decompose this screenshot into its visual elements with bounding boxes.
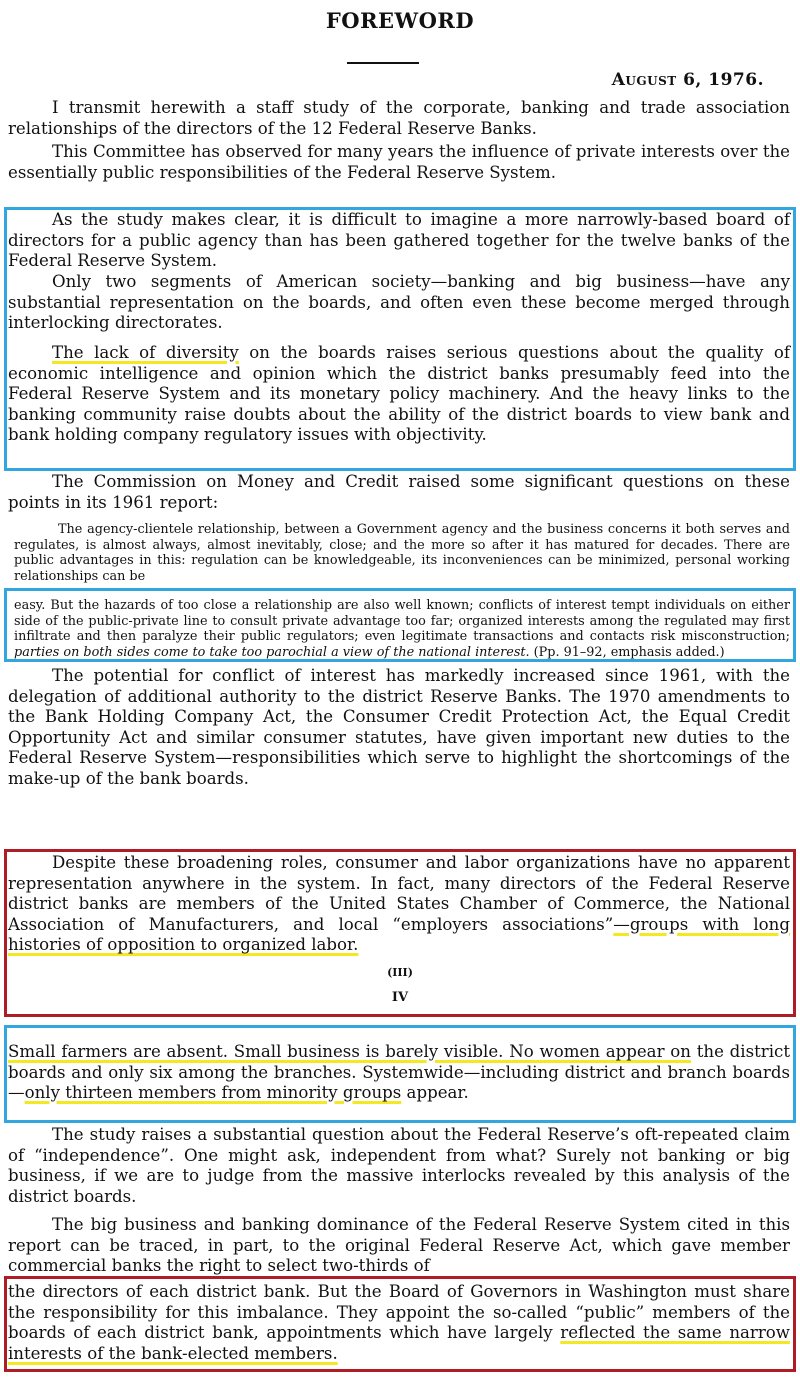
paragraph-conflict-of-interest: The potential for conflict of interest has markedly increased since 1961, with the delegation of additional authority to the district Reserve Banks. The 1970 amendments to the Bank Holding Company Act, the Consumer Credit Protection Act, the Equal Credit Opportunity Act and similar consumer statutes, have given important new duties to the Federal Reserve System—responsibilities which serve to highlight the shortcomings of the make-up of the bank boards.: [8, 666, 790, 788]
block-quote-part-b: [14, 598, 790, 661]
paragraph-lack-diversity: [8, 343, 790, 446]
paragraph-commission: The Commission on Money and Credit raised some significant questions on these points in its 1961 report:: [8, 472, 790, 512]
paragraph-text: the directors of each district bank. But the Board of Governors in Washington must share the responsibility for this imbalance. They appoint the so-called “public” members of the boards of each district bank, appointments which have largely: [8, 1282, 790, 1343]
date-line: August 6, 1976.: [611, 70, 764, 90]
title-rule: [347, 62, 419, 64]
paragraph-text: Despite these broadening roles, consumer and labor organizations have no apparent representation anywhere in the system. In fact, many directors of the Federal Reserve district banks are members of the United States Chamber of Commerce, the National Association of Manufacturers, and local “employers associations”: [8, 853, 790, 934]
paragraph-text: on the boards raises serious questions about the quality of economic intelligence and opinion which the district banks presumably feed into the Federal Reserve System and its monetary policy machinery. And the heavy links to the banking community raise doubts about the ability of the district boards to view bank and bank holding company regulatory issues with objectivity.: [8, 343, 790, 445]
paragraph-board-of-governors: [8, 1282, 790, 1364]
page-number-roman: IV: [391, 990, 409, 1005]
paragraph-dominance: The big business and banking dominance of the Federal Reserve System cited in this report can be traced, in part, to the original Federal Reserve Act, which gave member commercial banks the right to select two-thirds of: [8, 1215, 790, 1276]
page-number-roman-small: (III): [387, 966, 413, 979]
highlighted-phrase: reflected the same narrow interests of the bank-elected members.: [8, 1323, 790, 1363]
quote-text: easy. But the hazards of too close a relationship are also well known; conflicts of interest tempt individuals on either side of the public-private line to consult private advantage too far; organized interests among the regulated may first infiltrate and then paralyze their public regulators; even legitimate transactions and contacts risk misconstruction;: [14, 598, 790, 645]
paragraph-small-farmers: [8, 1042, 790, 1104]
paragraph-independence: The study raises a substantial question about the Federal Reserve’s oft-repeated claim of “independence”. One might ask, independent from what? Surely not banking or big business, if we are to judge from the massive interlocks revealed by this analysis of the district boards.: [8, 1125, 790, 1206]
page-title: FOREWORD: [325, 8, 475, 33]
paragraph-two-segments: Only two segments of American society—banking and big business—have any substantial representation on the boards, and often even these become merged through interlocking directorates.: [8, 272, 790, 333]
block-quote-part-a: The agency-clientele relationship, between a Government agency and the business concerns it both serves and regulates, is almost always, almost inevitably, close; and the more so after it has matured for decades. There are public advantages in this: regulation can be knowledgeable, its inconveniences can be minimized, personal working relationships can be: [14, 522, 790, 585]
highlighted-phrase: —groups with long histories of opposition to organized labor.: [8, 914, 790, 955]
paragraph-committee: This Committee has observed for many years the influence of private interests over the essentially public responsibilities of the Federal Reserve System.: [8, 142, 790, 182]
quote-emphasis: parties on both sides come to take too parochial a view of the national interest.: [14, 645, 530, 661]
paragraph-narrow-board: As the study makes clear, it is difficult to imagine a more narrowly-based board of directors for a public agency than has been gathered together for the twelve banks of the Federal Reserve System.: [8, 210, 790, 271]
quote-citation: (Pp. 91–92, emphasis added.): [533, 645, 725, 661]
highlighted-phrase: The lack of diversity: [52, 343, 239, 362]
paragraph-transmit: I transmit herewith a staff study of the corporate, banking and trade association relationships of the directors of the 12 Federal Reserve Banks.: [8, 98, 790, 138]
paragraph-broadening-roles: [8, 853, 790, 956]
paragraph-text: appear.: [401, 1083, 469, 1103]
highlighted-phrase: Small farmers are absent. Small business is barely visible. No women appear on: [8, 1042, 691, 1061]
paragraph-text: the district boards and only six among the branches. Systemwide—including district and branch boards—: [8, 1042, 790, 1103]
highlighted-phrase: only thirteen members from minority groups: [24, 1083, 402, 1103]
